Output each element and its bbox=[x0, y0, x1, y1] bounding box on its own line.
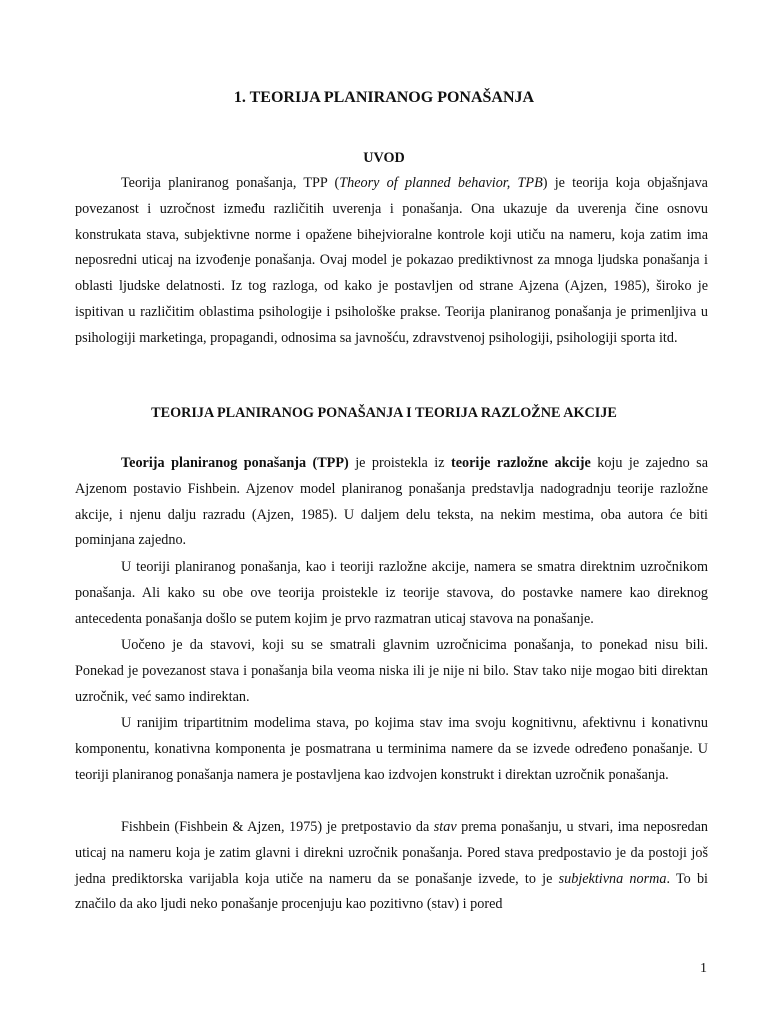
paragraph bbox=[75, 555, 708, 632]
text-run: Fishbein (Fishbein & Ajzen, 1975) je pretpostavio da bbox=[121, 819, 434, 835]
text-run: Teorija planiranog ponašanja, TPP ( bbox=[121, 175, 340, 191]
paragraph bbox=[75, 451, 708, 554]
italic-term: subjektivna norma bbox=[558, 870, 667, 887]
text-run: prema ponašanju, u stvari, ima neposredan uticaj na nameru koja je zatim glavni i direkni uzročnik ponašanja. Pored stava predpostavio je da postoji još jedna prediktorska varijabla koja utiče na nameru da se ponašanje izvede, to je bbox=[75, 819, 708, 887]
bold-term: teorije razložne akcije bbox=[451, 455, 591, 471]
document-title: 1. TEORIJA PLANIRANOG PONAŠANJA bbox=[233, 89, 535, 106]
text-run: U ranijim tripartitnim modelima stava, po kojima stav ima svoju kognitivnu, afektivnu i konativnu komponentu, konativna komponenta je posmatrana u terminima namere da se izvede određeno ponašanje. U teoriji planiranog ponašanja namera je postavljena kao izdvojen konstrukt i direktan uzročnik ponašanja. bbox=[75, 715, 708, 783]
italic-term: Theory of planned behavior, TPB bbox=[339, 175, 543, 191]
text-run: koju je zajedno sa Ajzenom postavio Fishbein. Ajzenov model planiranog ponašanja predstavlja nadogradnju teorije razložne akcije, i njenu dalju razradu (Ajzen, 1985). U daljem delu teksta, na nekim mestima, oba autora će biti pominjana zajedno. bbox=[75, 455, 708, 549]
bold-term: Teorija planiranog ponašanja (TPP) bbox=[121, 455, 349, 471]
text-run: ) je teorija koja objašnjava povezanost i uzročnost između različitih uverenja i ponašanja. Ona ukazuje da uverenja čine osnovu konstrukata stava, subjektivne norme i opažene bihejvioralne kontrole koji utiču na nameru, koja zatim ima neposredni uticaj na izvođenje ponašanja. Ovaj model je pokazao prediktivnost za mnoga ljudska ponašanja i oblasti ljudske delatnosti. Iz tog razloga, od kako je postavljen od strane Ajzena (Ajzen, 1985), široko je ispitivan u različitim oblastima psihologije i psihološke prakse. Teorija planiranog ponašanja je primenljiva u psihologiji marketinga, propagandi, odnosima sa javnošću, zdravstvenoj psihologiji, psihologiji sporta itd. bbox=[75, 175, 708, 346]
paragraph bbox=[75, 815, 708, 918]
page-number: 1 bbox=[700, 961, 707, 976]
text-run: je proistekla iz bbox=[348, 455, 452, 471]
text-run: Uočeno je da stavovi, koji su se smatrali glavnim uzročnicima ponašanja, to ponekad nisu bili. Ponekad je povezanost stava i ponašanja bila veoma niska ili je nije ni bilo. Stav tako nije mogao biti direktan uzročnik, već samo indirektan. bbox=[75, 637, 708, 705]
text-run: . To bi značilo da ako ljudi neko ponašanje procenjuju kao pozitivno (stav) i pored bbox=[75, 870, 708, 913]
italic-term: stav bbox=[433, 819, 457, 835]
text-run: U teoriji planiranog ponašanja, kao i teoriji razložne akcije, namera se smatra direktnim uzročnikom ponašanja. Ali kako su obe ove teorija proistekle iz teorije stavova, do postavke namere kao direknog antecedenta ponašanja došlo se putem kojim je prvo razmatran uticaj stavova na ponašanje. bbox=[75, 559, 708, 627]
paragraph bbox=[75, 171, 708, 352]
section-heading-uvod: UVOD bbox=[363, 150, 405, 166]
paragraph bbox=[75, 633, 708, 710]
paragraph bbox=[75, 711, 708, 788]
section-heading-tpp-tra: TEORIJA PLANIRANOG PONAŠANJA I TEORIJA RAZLOŽNE AKCIJE bbox=[151, 405, 617, 421]
